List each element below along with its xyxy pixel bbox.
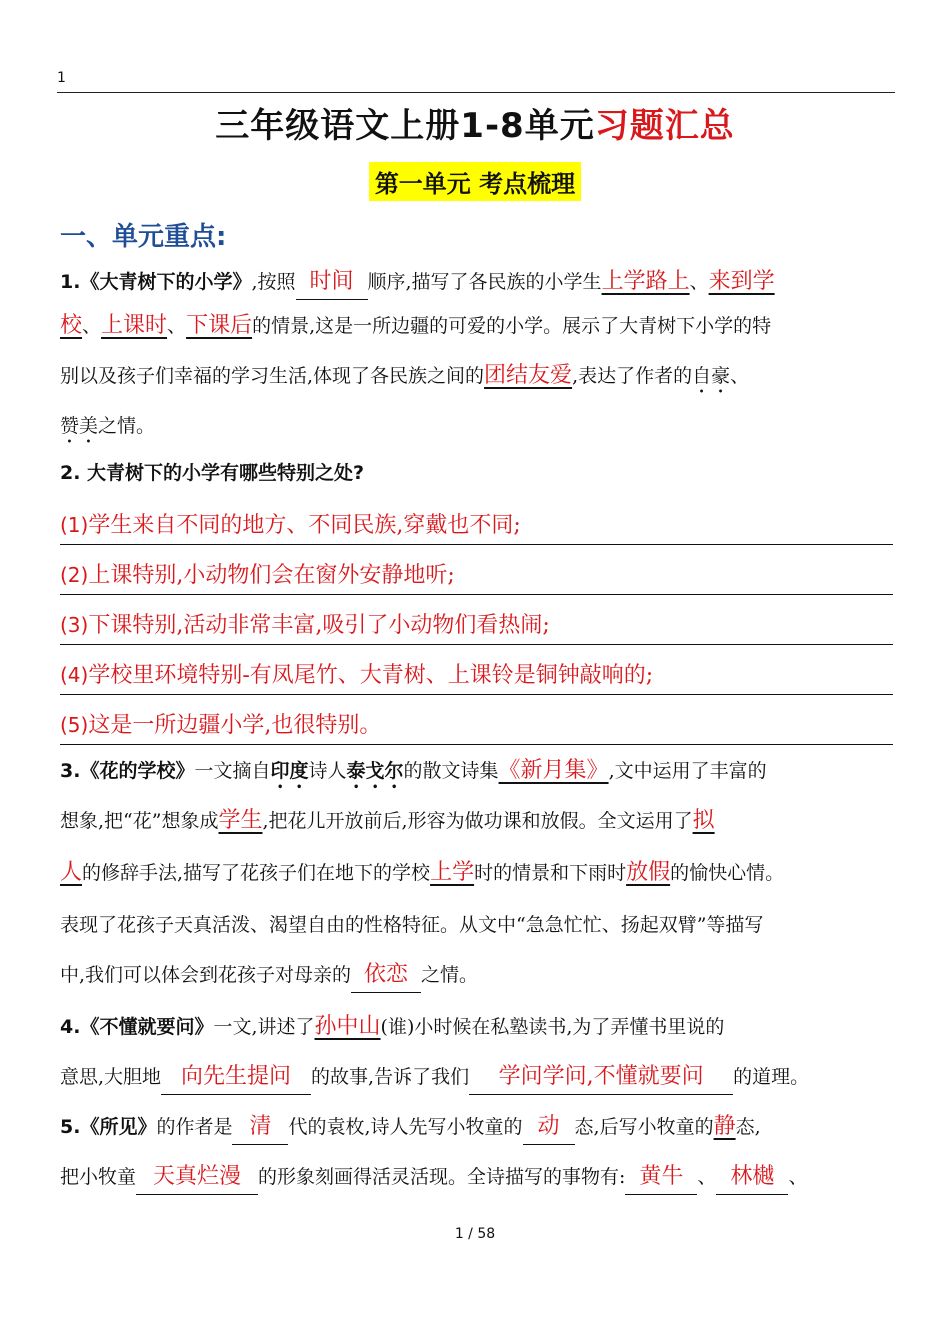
q4-book-title: 《不懂就要问》 xyxy=(80,1016,214,1038)
q4-answer: 孙中山 xyxy=(314,1014,381,1039)
q3-text: 的散文诗集 xyxy=(403,760,499,782)
q3-answer: 上学 xyxy=(430,860,475,885)
q3-book-title: 《花的学校》 xyxy=(80,760,195,782)
q2-answer-text: 上课特别,小动物们会在窗外安静地听; xyxy=(88,563,455,588)
q2-answer-text: 这是一所边疆小学,也很特别。 xyxy=(88,713,382,738)
q2-answer-line xyxy=(60,508,893,545)
q4-text: (谁)小时候在私塾读书,为了弄懂书里说的 xyxy=(380,1016,725,1038)
q2-answer-index: (4) xyxy=(60,663,89,687)
q1-answer: 上学路上 xyxy=(601,269,690,294)
q3-text: 表现了花孩子天真活泼、渴望自由的性格特征。从文中“急急忙忙、扬起双臂”等描写 xyxy=(60,914,764,936)
q2-answer-index: (2) xyxy=(60,563,89,587)
q1-text: ,表达了作者的 xyxy=(572,365,693,387)
q3-text: 一文摘自 xyxy=(194,760,271,782)
q1-text: 的情景,这是一所边疆的可爱的小学。展示了大青树下小学的特 xyxy=(252,315,772,337)
q1-emphasis: 自豪 xyxy=(692,365,731,387)
q4-answer: 学问学问,不懂就要问 xyxy=(469,1060,733,1095)
q3-text: 时的情景和下雨时 xyxy=(474,862,627,884)
q3-text: 的愉快心情。 xyxy=(670,862,785,884)
q5-text: 的作者是 xyxy=(156,1116,233,1138)
q4-number: 4. xyxy=(60,1016,81,1038)
separator: 、 xyxy=(689,271,709,293)
q5-book-title: 《所见》 xyxy=(80,1116,157,1138)
q3-text: ,把花儿开放前后,形容为做功课和放假。全文运用了 xyxy=(262,810,693,832)
q3-answer-collection: 《新月集》 xyxy=(498,758,609,783)
q1-text: 之情。 xyxy=(98,415,156,437)
unit-subtitle: 第一单元 考点梳理 xyxy=(369,162,581,201)
question-2-heading: 2. 大青树下的小学有哪些特别之处? xyxy=(60,462,365,484)
q2-answer-line xyxy=(60,658,893,695)
page-footer: 1 / 58 xyxy=(454,1226,496,1242)
q5-text: 态, xyxy=(735,1116,761,1138)
q3-text: 之情。 xyxy=(421,964,479,986)
q2-answer-text: 下课特别,活动非常丰富,吸引了小动物们看热闹; xyxy=(88,613,550,638)
separator: 、 xyxy=(167,315,187,337)
question-3 xyxy=(60,746,895,1000)
q5-answer: 静 xyxy=(713,1114,736,1139)
q5-number: 5. xyxy=(60,1116,81,1138)
q3-answer: 拟 xyxy=(692,808,715,833)
q5-text: 、 xyxy=(788,1166,808,1188)
q3-text: ,文中运用了丰富的 xyxy=(608,760,767,782)
q3-text: 中,我们可以体会到花孩子对母亲的 xyxy=(60,964,352,986)
q5-text: 代的袁枚,诗人先写小牧童的 xyxy=(288,1116,523,1138)
q5-answer: 林樾 xyxy=(716,1160,788,1195)
q1-book-title: 《大青树下的小学》 xyxy=(80,271,252,293)
q2-answer-line xyxy=(60,608,893,645)
title-highlight: 习题汇总 xyxy=(594,106,735,146)
q2-answer-line xyxy=(60,708,893,745)
q5-answer: 黄牛 xyxy=(625,1160,697,1195)
q4-text: 的故事,告诉了我们 xyxy=(311,1066,470,1088)
q4-text: 意思,大胆地 xyxy=(60,1066,162,1088)
question-4 xyxy=(60,1002,895,1102)
q2-answer-text: 学生来自不同的地方、不同民族,穿戴也不同; xyxy=(88,513,521,538)
q3-country: 印度 xyxy=(270,760,309,782)
q2-answer-text: 学校里环境特别-有凤尾竹、大青树、上课铃是铜钟敲响的; xyxy=(88,663,654,688)
q3-text: 的修辞手法,描写了花孩子们在地下的学校 xyxy=(82,862,431,884)
header-rule xyxy=(57,92,895,93)
q4-answer: 向先生提问 xyxy=(161,1060,311,1095)
q1-answer: 校 xyxy=(60,313,83,338)
q3-text: 想象,把“花”想象成 xyxy=(60,810,219,832)
q4-text: 的道理。 xyxy=(733,1066,810,1088)
q2-answer-index: (3) xyxy=(60,613,89,637)
q3-answer: 人 xyxy=(60,860,83,885)
question-5 xyxy=(60,1102,895,1202)
q3-answer: 依恋 xyxy=(351,958,421,993)
q5-answer: 动 xyxy=(523,1110,575,1145)
separator: 、 xyxy=(82,315,102,337)
q2-answer-index: (1) xyxy=(60,513,89,537)
q1-answer-time: 时间 xyxy=(296,265,368,300)
q3-answer: 放假 xyxy=(626,860,671,885)
q1-emphasis: 赞美 xyxy=(60,415,99,437)
q3-poet: 泰戈尔 xyxy=(346,760,404,782)
q1-text: 、 xyxy=(730,365,750,387)
q1-answer: 下课后 xyxy=(186,313,253,338)
q5-text: 把小牧童 xyxy=(60,1166,137,1188)
q1-text: 别以及孩子们幸福的学习生活,体现了各民族之间的 xyxy=(60,365,485,387)
q1-answer: 团结友爱 xyxy=(484,363,573,388)
q5-answer: 天真烂漫 xyxy=(136,1160,258,1195)
q1-answer: 来到学 xyxy=(708,269,775,294)
q4-text: 一文,讲述了 xyxy=(213,1016,315,1038)
q2-answer-index: (5) xyxy=(60,713,89,737)
q3-answer: 学生 xyxy=(218,808,263,833)
question-1 xyxy=(60,257,895,451)
page-marker: 1 xyxy=(57,70,66,86)
section-heading: 一、单元重点: xyxy=(60,222,227,252)
q1-answer: 上课时 xyxy=(101,313,168,338)
q5-answer: 清 xyxy=(232,1110,288,1145)
q3-number: 3. xyxy=(60,760,81,782)
q3-text: 诗人 xyxy=(308,760,347,782)
page-title xyxy=(0,98,950,147)
q1-number: 1. xyxy=(60,271,81,293)
q5-text: 态,后写小牧童的 xyxy=(574,1116,714,1138)
q1-text: ,按照 xyxy=(251,271,296,293)
q1-text: 顺序,描写了各民族的小学生 xyxy=(367,271,602,293)
q5-text: 的形象刻画得活灵活现。全诗描写的事物有: xyxy=(258,1166,626,1188)
separator: 、 xyxy=(697,1166,717,1188)
q2-answer-line xyxy=(60,558,893,595)
title-main: 三年级语文上册1-8单元 xyxy=(215,106,595,146)
